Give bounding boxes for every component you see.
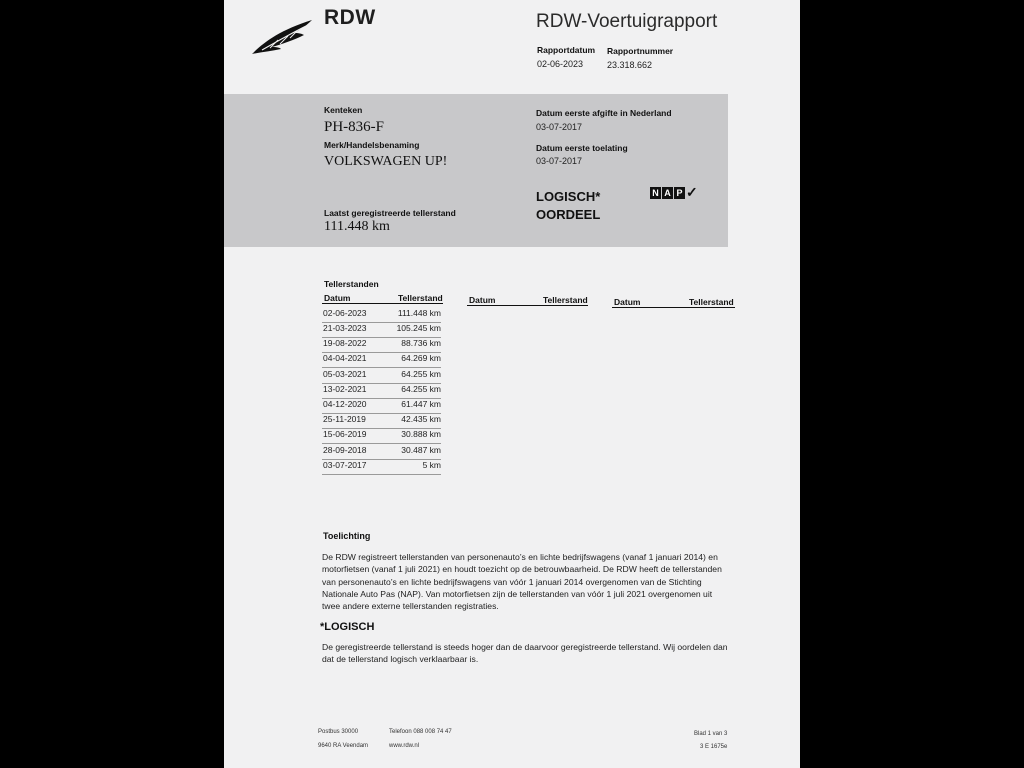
tellerstand-label: Laatst geregistreerde tellerstand	[324, 208, 456, 218]
nap-badge	[650, 186, 701, 199]
row-datum: 15-06-2019	[323, 429, 367, 439]
footer-postbus: Postbus 30000	[318, 729, 359, 735]
col2-tellerstand-header: Tellerstand	[543, 295, 588, 305]
col3-tellerstand-header: Tellerstand	[689, 297, 734, 307]
document-page	[224, 0, 800, 768]
footer-adres: 9640 RA Veendam	[318, 743, 369, 749]
tellerstand-value: 111.448 km	[324, 219, 390, 234]
table-row	[322, 307, 441, 323]
afgifte-value: 03-07-2017	[536, 122, 583, 132]
rapportdatum-label: Rapportdatum	[537, 45, 596, 55]
nap-letter-a: A	[662, 187, 673, 199]
row-stand: 64.255 km	[401, 384, 441, 394]
row-stand: 105.245 km	[396, 323, 441, 333]
nap-letter-p: P	[674, 187, 685, 199]
row-datum: 05-03-2021	[323, 369, 367, 379]
row-stand: 64.269 km	[401, 353, 441, 363]
nap-letter-n: N	[650, 187, 661, 199]
tellerstanden-title: Tellerstanden	[324, 279, 379, 289]
kenteken-value: PH-836-F	[324, 119, 385, 135]
logisch-title: *LOGISCH	[320, 621, 375, 633]
col1-header-underline	[322, 303, 443, 304]
rapportdatum-value: 02-06-2023	[537, 59, 584, 69]
row-stand: 5 km	[422, 460, 441, 470]
rdw-logo-icon	[250, 18, 314, 56]
row-datum: 04-12-2020	[323, 399, 367, 409]
row-stand: 111.448 km	[397, 308, 441, 318]
row-datum: 13-02-2021	[323, 384, 367, 394]
merk-value: VOLKSWAGEN UP!	[324, 154, 448, 169]
col2-datum-header: Datum	[469, 295, 496, 305]
row-stand: 30.487 km	[401, 445, 441, 455]
col1-datum-header: Datum	[324, 293, 351, 303]
oordeel-line1: LOGISCH*	[536, 189, 601, 204]
row-stand: 64.255 km	[401, 369, 441, 379]
table-row	[322, 383, 441, 399]
brand-name: RDW	[324, 6, 376, 29]
row-datum: 02-06-2023	[323, 308, 367, 318]
table-row	[322, 444, 441, 460]
nap-check-icon: ✓	[686, 184, 698, 200]
toelating-label: Datum eerste toelating	[536, 143, 628, 153]
rapportnummer-value: 23.318.662	[607, 60, 653, 70]
table-row	[322, 352, 441, 368]
footer-blad: Blad 1 van 3	[694, 731, 728, 737]
logisch-text: De geregistreerde tellerstand is steeds hoger dan de daarvoor geregistreerde tellerstand. Wij oordelen dan dat de tellerstand logisch verklaarbaar is.	[322, 642, 728, 665]
report-title: RDW-Voertuigrapport	[536, 11, 718, 32]
table-row	[322, 428, 441, 444]
footer-telefoon: Telefoon 088 008 74 47	[389, 729, 452, 735]
row-datum: 03-07-2017	[323, 460, 367, 470]
row-datum: 21-03-2023	[323, 323, 367, 333]
footer-code: 3 E 1675e	[700, 744, 728, 750]
row-datum: 28-09-2018	[323, 445, 367, 455]
row-datum: 04-04-2021	[323, 353, 367, 363]
col1-tellerstand-header: Tellerstand	[398, 293, 443, 303]
table-row	[322, 368, 441, 384]
row-stand: 61.447 km	[401, 399, 441, 409]
row-datum: 19-08-2022	[323, 338, 367, 348]
col3-header-underline	[612, 307, 735, 308]
rapportnummer-label: Rapportnummer	[607, 46, 674, 56]
table-row	[322, 459, 441, 475]
table-row	[322, 398, 441, 414]
table-row	[322, 322, 441, 338]
toelichting-title: Toelichting	[323, 531, 371, 541]
afgifte-label: Datum eerste afgifte in Nederland	[536, 108, 672, 118]
merk-label: Merk/Handelsbenaming	[324, 140, 420, 150]
table-row	[322, 413, 441, 429]
row-stand: 30.888 km	[401, 429, 441, 439]
row-stand: 88.736 km	[401, 338, 441, 348]
col3-datum-header: Datum	[614, 297, 641, 307]
toelichting-text: De RDW registreert tellerstanden van personenauto’s en lichte bedrijfswagens (vanaf 1 januari 2014) en motorfietsen (vanaf 1 juli 2021) en houdt toezicht op de betrouwbaarheid. De RDW heeft de tellerstanden van personenauto’s en lichte bedrijfswagens van vóór 1 januari 2014 overgenomen van de Stichting Nationale Auto Pas (NAP). Van motorfietsen zijn de tellerstanden van vóór 1 juli 2021 overgenomen uit twee andere externe tellerstanden registraties.	[322, 552, 722, 612]
col2-header-underline	[467, 305, 588, 306]
footer-website: www.rdw.nl	[389, 743, 420, 749]
oordeel-line2: OORDEEL	[536, 207, 601, 222]
row-stand: 42.435 km	[401, 414, 441, 424]
kenteken-label: Kenteken	[324, 105, 363, 115]
row-datum: 25-11-2019	[323, 414, 366, 424]
toelating-value: 03-07-2017	[536, 156, 583, 166]
table-row	[322, 337, 441, 353]
